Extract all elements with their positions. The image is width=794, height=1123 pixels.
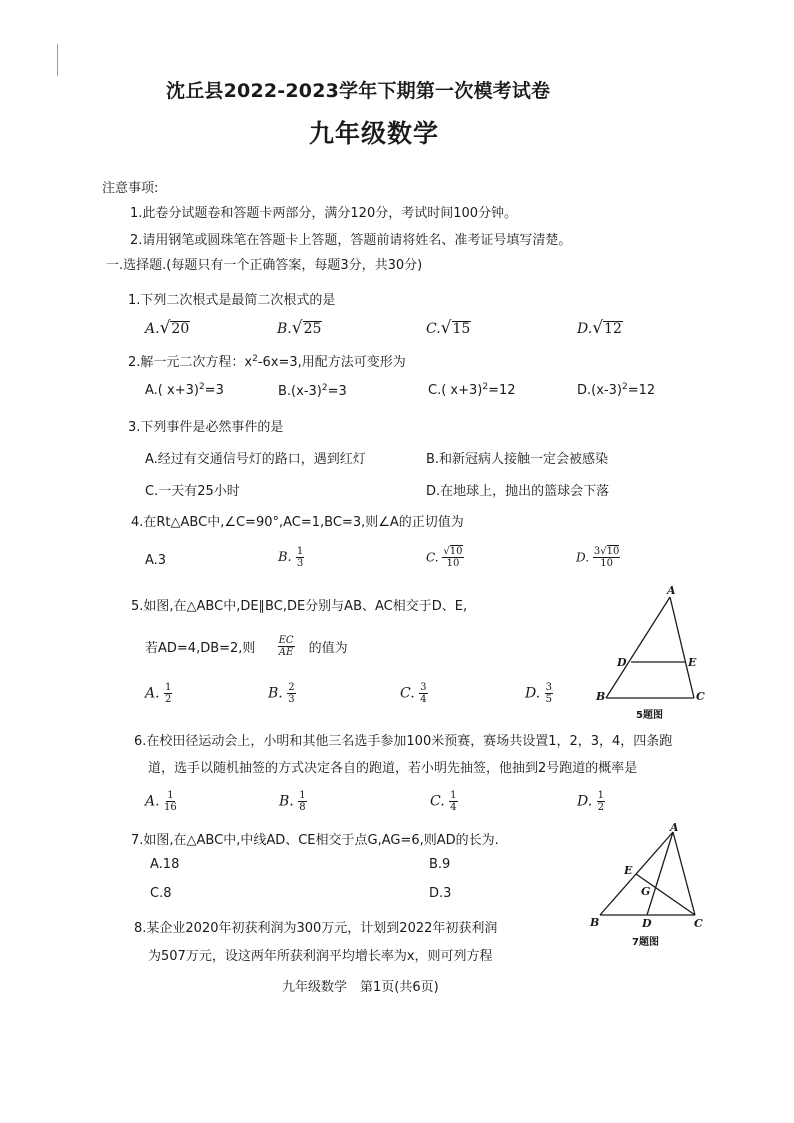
q4-option-b: B. $\frac{1}{3}$ [278,546,304,569]
line-ab [606,597,670,698]
figure-5 [590,580,710,722]
q4-stem: 4.在Rt△ABC中,∠C=90°,AC=1,BC=3,则∠A的正切值为 [131,515,464,530]
figure-7-lines [600,832,695,915]
q6-line2: 道，选手以随机抽签的方式决定各自的跑道，若小明先抽签，他抽到2号跑道的概率是 [148,761,638,776]
q7-option-b: B.9 [429,857,451,872]
q3-option-b: B.和新冠病人接触一定会被感染 [426,452,609,467]
q1-stem: 1.下列二次根式是最简二次根式的是 [128,293,336,308]
label-a: A [667,584,676,597]
q1-option-d: D. √ 12 [577,318,622,338]
q7-option-c: C.8 [150,886,172,901]
q4-option-d: D. $\frac{3√10}{10}$ [576,546,620,569]
q2-stem: 2.解一元二次方程：$x^2-6x=3$,用配方法可变形为 [128,354,406,370]
line-ac [670,597,694,698]
q6-option-b: B. $\frac{1}{8}$ [279,790,306,813]
label-e: E [624,864,633,877]
q3-option-c: C.一天有25小时 [145,484,240,499]
label-a: A [670,821,679,834]
notice-heading: 注意事项: [102,181,159,196]
label-d: D [642,917,652,930]
binding-margin-line [57,44,58,76]
q5-option-b: B. $\frac{2}{3}$ [268,682,295,705]
q6-option-c: C. $\frac{1}{4}$ [430,790,457,813]
q2-option-d: $D.(x-3)^2=12$ [577,382,656,398]
label-b: B [596,690,606,703]
page-footer: 九年级数学 第1页(共6页) [282,980,439,995]
label-c: C [696,690,705,703]
q5-option-c: C. $\frac{3}{4}$ [400,682,427,705]
label-c: C [694,917,703,930]
subject-title: 九年级数学 [309,119,440,148]
q5-option-a: A. $\frac{1}{2}$ [145,682,172,705]
q6-option-d: D. $\frac{1}{2}$ [577,790,605,813]
q7-option-a: A.18 [150,857,180,872]
q2-option-c: C.( x+3)$^2$=12 [428,382,516,398]
figure-5-lines [606,597,694,698]
q7-stem: 7.如图,在△ABC中,中线AD、CE相交于点G,AG=6,则AD的长为. [131,833,499,848]
q5-option-d: D. $\frac{3}{5}$ [525,682,553,705]
q5-condition: 若AD=4,DB=2,则 $\frac{EC}{AE}$ 的值为 [145,635,348,658]
q1-option-c: C. √ 15 [426,318,471,338]
notice-item-2: 2.请用钢笔或圆珠笔在答题卡上答题，答题前请将姓名、准考证号填写清楚。 [130,233,572,248]
q1-option-a: A. √ 20 [145,318,190,338]
q8-line1: 8.某企业2020年初获利润为300万元，计划到2022年初获利润 [134,921,498,936]
line-ab [600,832,673,915]
q1-option-b: B. √ 25 [277,318,322,338]
q8-line2: 为507万元，设这两年所获利润平均增长率为x，则可列方程 [148,949,493,964]
label-d: D [617,656,627,669]
q5-stem: 5.如图,在△ABC中,DE∥BC,DE分别与AB、AC相交于D、E, [131,599,468,614]
notice-item-1: 1.此卷分试题卷和答题卡两部分，满分120分，考试时间100分钟。 [130,206,518,221]
label-b: B [590,916,600,929]
line-ad [647,832,673,915]
figure-7-caption: 7题图 [632,937,659,948]
q3-option-a: A.经过有交通信号灯的路口，遇到红灯 [145,452,366,467]
q4-option-c: C. $\frac{√10}{10}$ [426,546,463,569]
q6-line1: 6.在校田径运动会上，小明和其他三名选手参加100米预赛，赛场共设置1，2，3，4，四条跑 [134,734,673,749]
label-g: G [641,885,651,898]
figure-5-caption: 5题图 [636,710,663,721]
q2-option-a: A.( x+3)$^2$=3 [145,382,224,398]
exam-title: 沈丘县2022-2023学年下期第一次模考试卷 [166,80,551,102]
figure-7 [584,818,714,953]
section-heading: 一.选择题.(每题只有一个正确答案，每题3分，共30分) [106,258,423,273]
q7-option-d: D.3 [429,886,452,901]
q6-option-a: A. $\frac{1}{16}$ [145,790,177,813]
q3-stem: 3.下列事件是必然事件的是 [128,420,284,435]
q3-option-d: D.在地球上，抛出的篮球会下落 [426,484,610,499]
q2-option-b: $B.(x-3)^2=3$ [278,383,347,399]
q4-option-a: A.3 [145,553,167,568]
label-e: E [688,656,697,669]
